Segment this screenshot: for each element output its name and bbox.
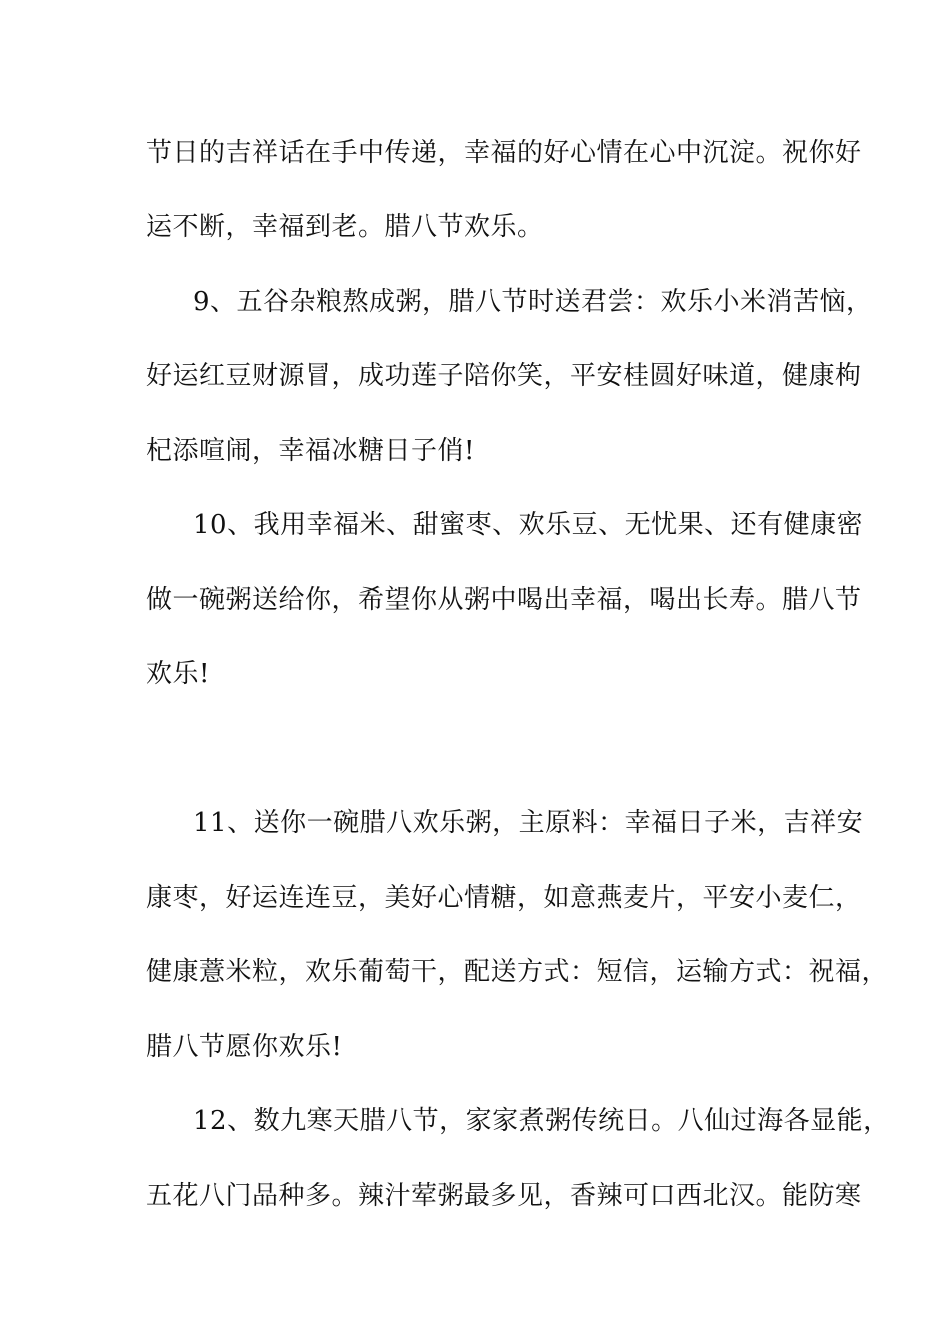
text-line: 康枣，好运连连豆，美好心情糖，如意燕麦片，平安小麦仁， (146, 883, 862, 913)
text-line: 10、我用幸福米、甜蜜枣、欢乐豆、无忧果、还有健康密 (193, 510, 864, 540)
text-line: 12、数九寒天腊八节，家家煮粥传统日。八仙过海各显能， (193, 1106, 890, 1136)
text-line: 运不断，幸福到老。腊八节欢乐。 (146, 212, 544, 242)
text-line: 欢乐! (146, 659, 210, 689)
text-line: 好运红豆财源冒，成功莲子陪你笑，平安桂圆好味道，健康枸 (146, 361, 862, 391)
text-line: 节日的吉祥话在手中传递，幸福的好心情在心中沉淀。祝你好 (146, 138, 862, 168)
text-line: 9、五谷杂粮熬成粥，腊八节时送君尝：欢乐小米消苦恼， (193, 287, 873, 317)
text-line: 五花八门品种多。辣汁荤粥最多见，香辣可口西北汉。能防寒 (146, 1181, 862, 1211)
text-line: 杞添喧闹，幸福冰糖日子俏! (146, 436, 475, 466)
text-line: 做一碗粥送给你，希望你从粥中喝出幸福，喝出长寿。腊八节 (146, 585, 862, 615)
text-line: 健康薏米粒，欢乐葡萄干，配送方式：短信，运输方式：祝福， (146, 957, 889, 987)
text-line: 11、送你一碗腊八欢乐粥，主原料：幸福日子米，吉祥安 (193, 808, 864, 838)
text-line: 腊八节愿你欢乐! (146, 1032, 343, 1062)
